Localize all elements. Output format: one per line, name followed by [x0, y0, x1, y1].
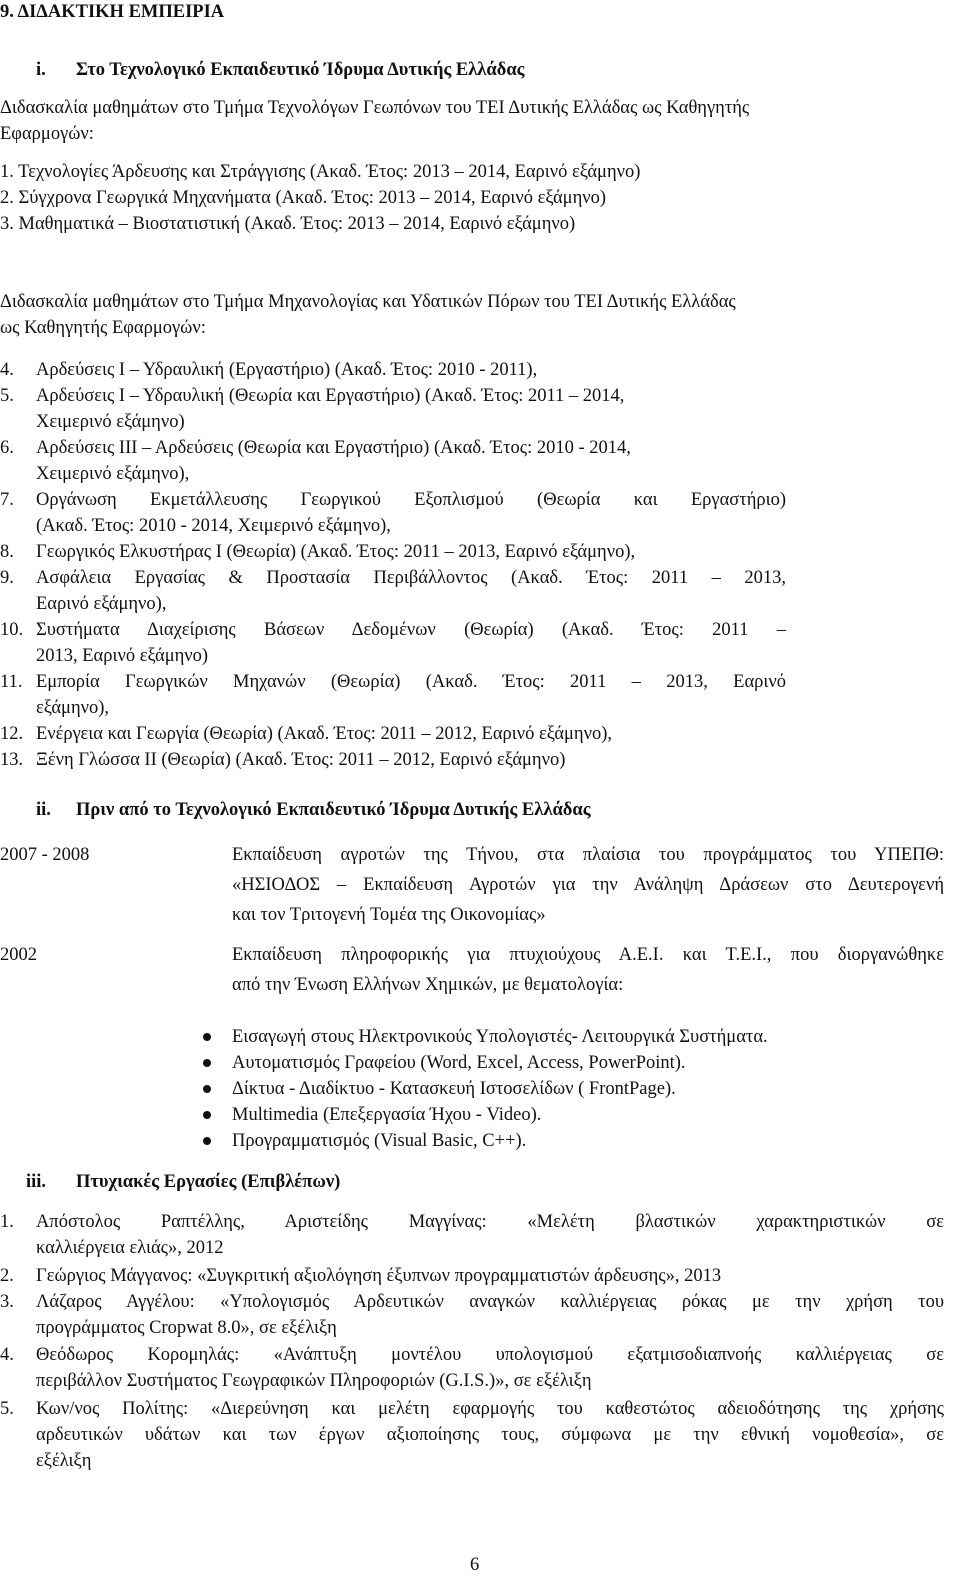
thesis-text: Λάζαρος Αγγέλου: «Υπολογισμός Αρδευτικών αναγκών καλλιέργειας ρόκας με την χρήση του [36, 1292, 944, 1312]
course-item-text: Αρδεύσεις Ι – Υδραυλική (Θεωρία και Εργαστήριο) (Ακαδ. Έτος: 2011 – 2014, [36, 386, 625, 406]
course-item-text: Αρδεύσεις Ι – Υδραυλική (Εργαστήριο) (Ακαδ. Έτος: 2010 - 2011), [36, 360, 538, 380]
thesis-number: 1. [0, 1212, 14, 1232]
intro-paragraph-1-line-1: Διδασκαλία μαθημάτων στο Τμήμα Τεχνολόγων Γεωπόνων του ΤΕΙ Δυτικής Ελλάδας ως Καθηγητής [0, 98, 750, 118]
subsection-i-title: Στο Τεχνολογικό Εκπαιδευτικό Ίδρυμα Δυτικής Ελλάδας [76, 60, 525, 80]
entry-year: 2007 - 2008 [0, 845, 90, 865]
course-item-text: Οργάνωση Εκμετάλλευσης Γεωργικού Εξοπλισμού (Θεωρία και Εργαστήριο) [36, 490, 786, 510]
course-item-text-cont: Εαρινό εξάμηνο), [36, 594, 167, 614]
course-item-1: 1. Τεχνολογίες Άρδευσης και Στράγγισης (Ακαδ. Έτος: 2013 – 2014, Εαρινό εξάμηνο) [0, 162, 641, 182]
course-item-text-cont: εξάμηνο), [36, 698, 110, 718]
course-item-text: Συστήματα Διαχείρισης Βάσεων Δεδομένων (Θεωρία) (Ακαδ. Έτος: 2011 – [36, 620, 786, 640]
thesis-text: Θεόδωρος Κορομηλάς: «Ανάπτυξη μοντέλου υπολογισμού εξατμισοδιαπνοής καλλιέργειας σε [36, 1345, 944, 1365]
subsection-ii-title: Πριν από το Τεχνολογικό Εκπαιδευτικό Ίδρυμα Δυτικής Ελλάδας [76, 800, 591, 820]
page-number: 6 [470, 1555, 480, 1575]
entry-year: 2002 [0, 945, 37, 965]
bullet-icon [203, 1085, 211, 1093]
course-item-text: Ξένη Γλώσσα ΙΙ (Θεωρία) (Ακαδ. Έτος: 2011 – 2012, Εαρινό εξάμηνο) [36, 750, 566, 770]
course-item-text: Ενέργεια και Γεωργία (Θεωρία) (Ακαδ. Έτος: 2011 – 2012, Εαρινό εξάμηνο), [36, 724, 613, 744]
thesis-number: 2. [0, 1266, 14, 1286]
entry-text: Εκπαίδευση αγροτών της Τήνου, στα πλαίσια του προγράμματος του ΥΠΕΠΘ: [232, 845, 944, 865]
entry-text: «ΗΣΙΟΔΟΣ – Εκπαίδευση Αγροτών για την Ανάληψη Δράσεων στο Δευτερογενή [232, 875, 944, 895]
course-item-number: 8. [0, 542, 14, 562]
course-item-text: Εμπορία Γεωργικών Μηχανών (Θεωρία) (Ακαδ. Έτος: 2011 – 2013, Εαρινό [36, 672, 786, 692]
course-item-number: 13. [0, 750, 24, 770]
course-item-text-cont: (Ακαδ. Έτος: 2010 - 2014, Χειμερινό εξάμηνο), [36, 516, 391, 536]
intro-paragraph-2-line-2: ως Καθηγητής Εφαρμογών: [0, 318, 206, 338]
topic-item: Εισαγωγή στους Ηλεκτρονικούς Υπολογιστές- Λειτουργικά Συστήματα. [232, 1027, 768, 1047]
entry-text: από την Ένωση Ελλήνων Χημικών, με θεματολογία: [232, 975, 624, 995]
topic-item: Multimedia (Επεξεργασία Ήχου - Video). [232, 1105, 542, 1125]
subsection-iii-numeral: iii. [26, 1172, 47, 1192]
course-item-text: Ασφάλεια Εργασίας & Προστασία Περιβάλλοντος (Ακαδ. Έτος: 2011 – 2013, [36, 568, 786, 588]
course-item-text: Αρδεύσεις ΙΙΙ – Αρδεύσεις (Θεωρία και Εργαστήριο) (Ακαδ. Έτος: 2010 - 2014, [36, 438, 631, 458]
course-item-number: 6. [0, 438, 14, 458]
thesis-text-cont: αρδευτικών υδάτων και των έργων αξιοποίησης τους, σύμφωνα με την εθνική νομοθεσία», σε [36, 1425, 944, 1445]
course-item-number: 10. [0, 620, 24, 640]
thesis-number: 5. [0, 1399, 14, 1419]
course-item-number: 5. [0, 386, 14, 406]
course-item-text: Γεωργικός Ελκυστήρας Ι (Θεωρία) (Ακαδ. Έτος: 2011 – 2013, Εαρινό εξάμηνο), [36, 542, 636, 562]
thesis-text-cont: περιβάλλον Συστήματος Γεωγραφικών Πληροφοριών (G.I.S.)», σε εξέλιξη [36, 1371, 592, 1391]
thesis-text-cont: προγράμματος Cropwat 8.0», σε εξέλιξη [36, 1318, 337, 1338]
bullet-icon [203, 1059, 211, 1067]
bullet-icon [203, 1033, 211, 1041]
course-item-2: 2. Σύγχρονα Γεωργικά Μηχανήματα (Ακαδ. Έτος: 2013 – 2014, Εαρινό εξάμηνο) [0, 188, 607, 208]
subsection-iii-title: Πτυχιακές Εργασίες (Επιβλέπων) [76, 1172, 341, 1192]
course-item-number: 9. [0, 568, 14, 588]
bullet-icon [203, 1137, 211, 1145]
course-item-text-cont: Χειμερινό εξάμηνο), [36, 464, 190, 484]
intro-paragraph-1-line-2: Εφαρμογών: [0, 124, 94, 144]
thesis-text: Απόστολος Ραπτέλλης, Αριστείδης Μαγγίνας: «Μελέτη βλαστικών χαρακτηριστικών σε [36, 1212, 944, 1232]
subsection-i-numeral: i. [36, 60, 46, 80]
subsection-ii-numeral: ii. [36, 800, 51, 820]
intro-paragraph-2-line-1: Διδασκαλία μαθημάτων στο Τμήμα Μηχανολογίας και Υδατικών Πόρων του ΤΕΙ Δυτικής Ελλάδας [0, 292, 736, 312]
bullet-icon [203, 1111, 211, 1119]
topic-item: Δίκτυα - Διαδίκτυο - Κατασκευή Ιστοσελίδων ( FrontPage). [232, 1079, 676, 1099]
entry-text: Εκπαίδευση πληροφορικής για πτυχιούχους Α.Ε.Ι. και Τ.Ε.Ι., που διοργανώθηκε [232, 945, 944, 965]
thesis-number: 3. [0, 1292, 14, 1312]
course-item-text-cont: 2013, Εαρινό εξάμηνο) [36, 646, 209, 666]
course-item-number: 11. [0, 672, 23, 692]
thesis-text-cont: καλλιέργεια ελιάς», 2012 [36, 1238, 224, 1258]
course-item-text-cont: Χειμερινό εξάμηνο) [36, 412, 185, 432]
course-item-number: 4. [0, 360, 14, 380]
entry-text: και τον Τριτογενή Τομέα της Οικονομίας» [232, 905, 546, 925]
section-heading: 9. ΔΙΔΑΚΤΙΚΗ ΕΜΠΕΙΡΙΑ [0, 2, 225, 22]
course-item-number: 12. [0, 724, 24, 744]
topic-item: Αυτοματισμός Γραφείου (Word, Excel, Access, PowerPoint). [232, 1053, 686, 1073]
topic-item: Προγραμματισμός (Visual Basic, C++). [232, 1131, 527, 1151]
thesis-text: Γεώργιος Μάγγανος: «Συγκριτική αξιολόγηση έξυπνων προγραμματιστών άρδευσης», 2013 [36, 1266, 722, 1286]
course-item-number: 7. [0, 490, 14, 510]
thesis-text: Κων/νος Πολίτης: «Διερεύνηση και μελέτη εφαρμογής του καθεστώτος αδειοδότησης της χρήσης [36, 1399, 944, 1419]
course-item-3: 3. Μαθηματικά – Βιοστατιστική (Ακαδ. Έτος: 2013 – 2014, Εαρινό εξάμηνο) [0, 214, 576, 234]
thesis-number: 4. [0, 1345, 14, 1365]
thesis-text-cont: εξέλιξη [36, 1451, 92, 1471]
